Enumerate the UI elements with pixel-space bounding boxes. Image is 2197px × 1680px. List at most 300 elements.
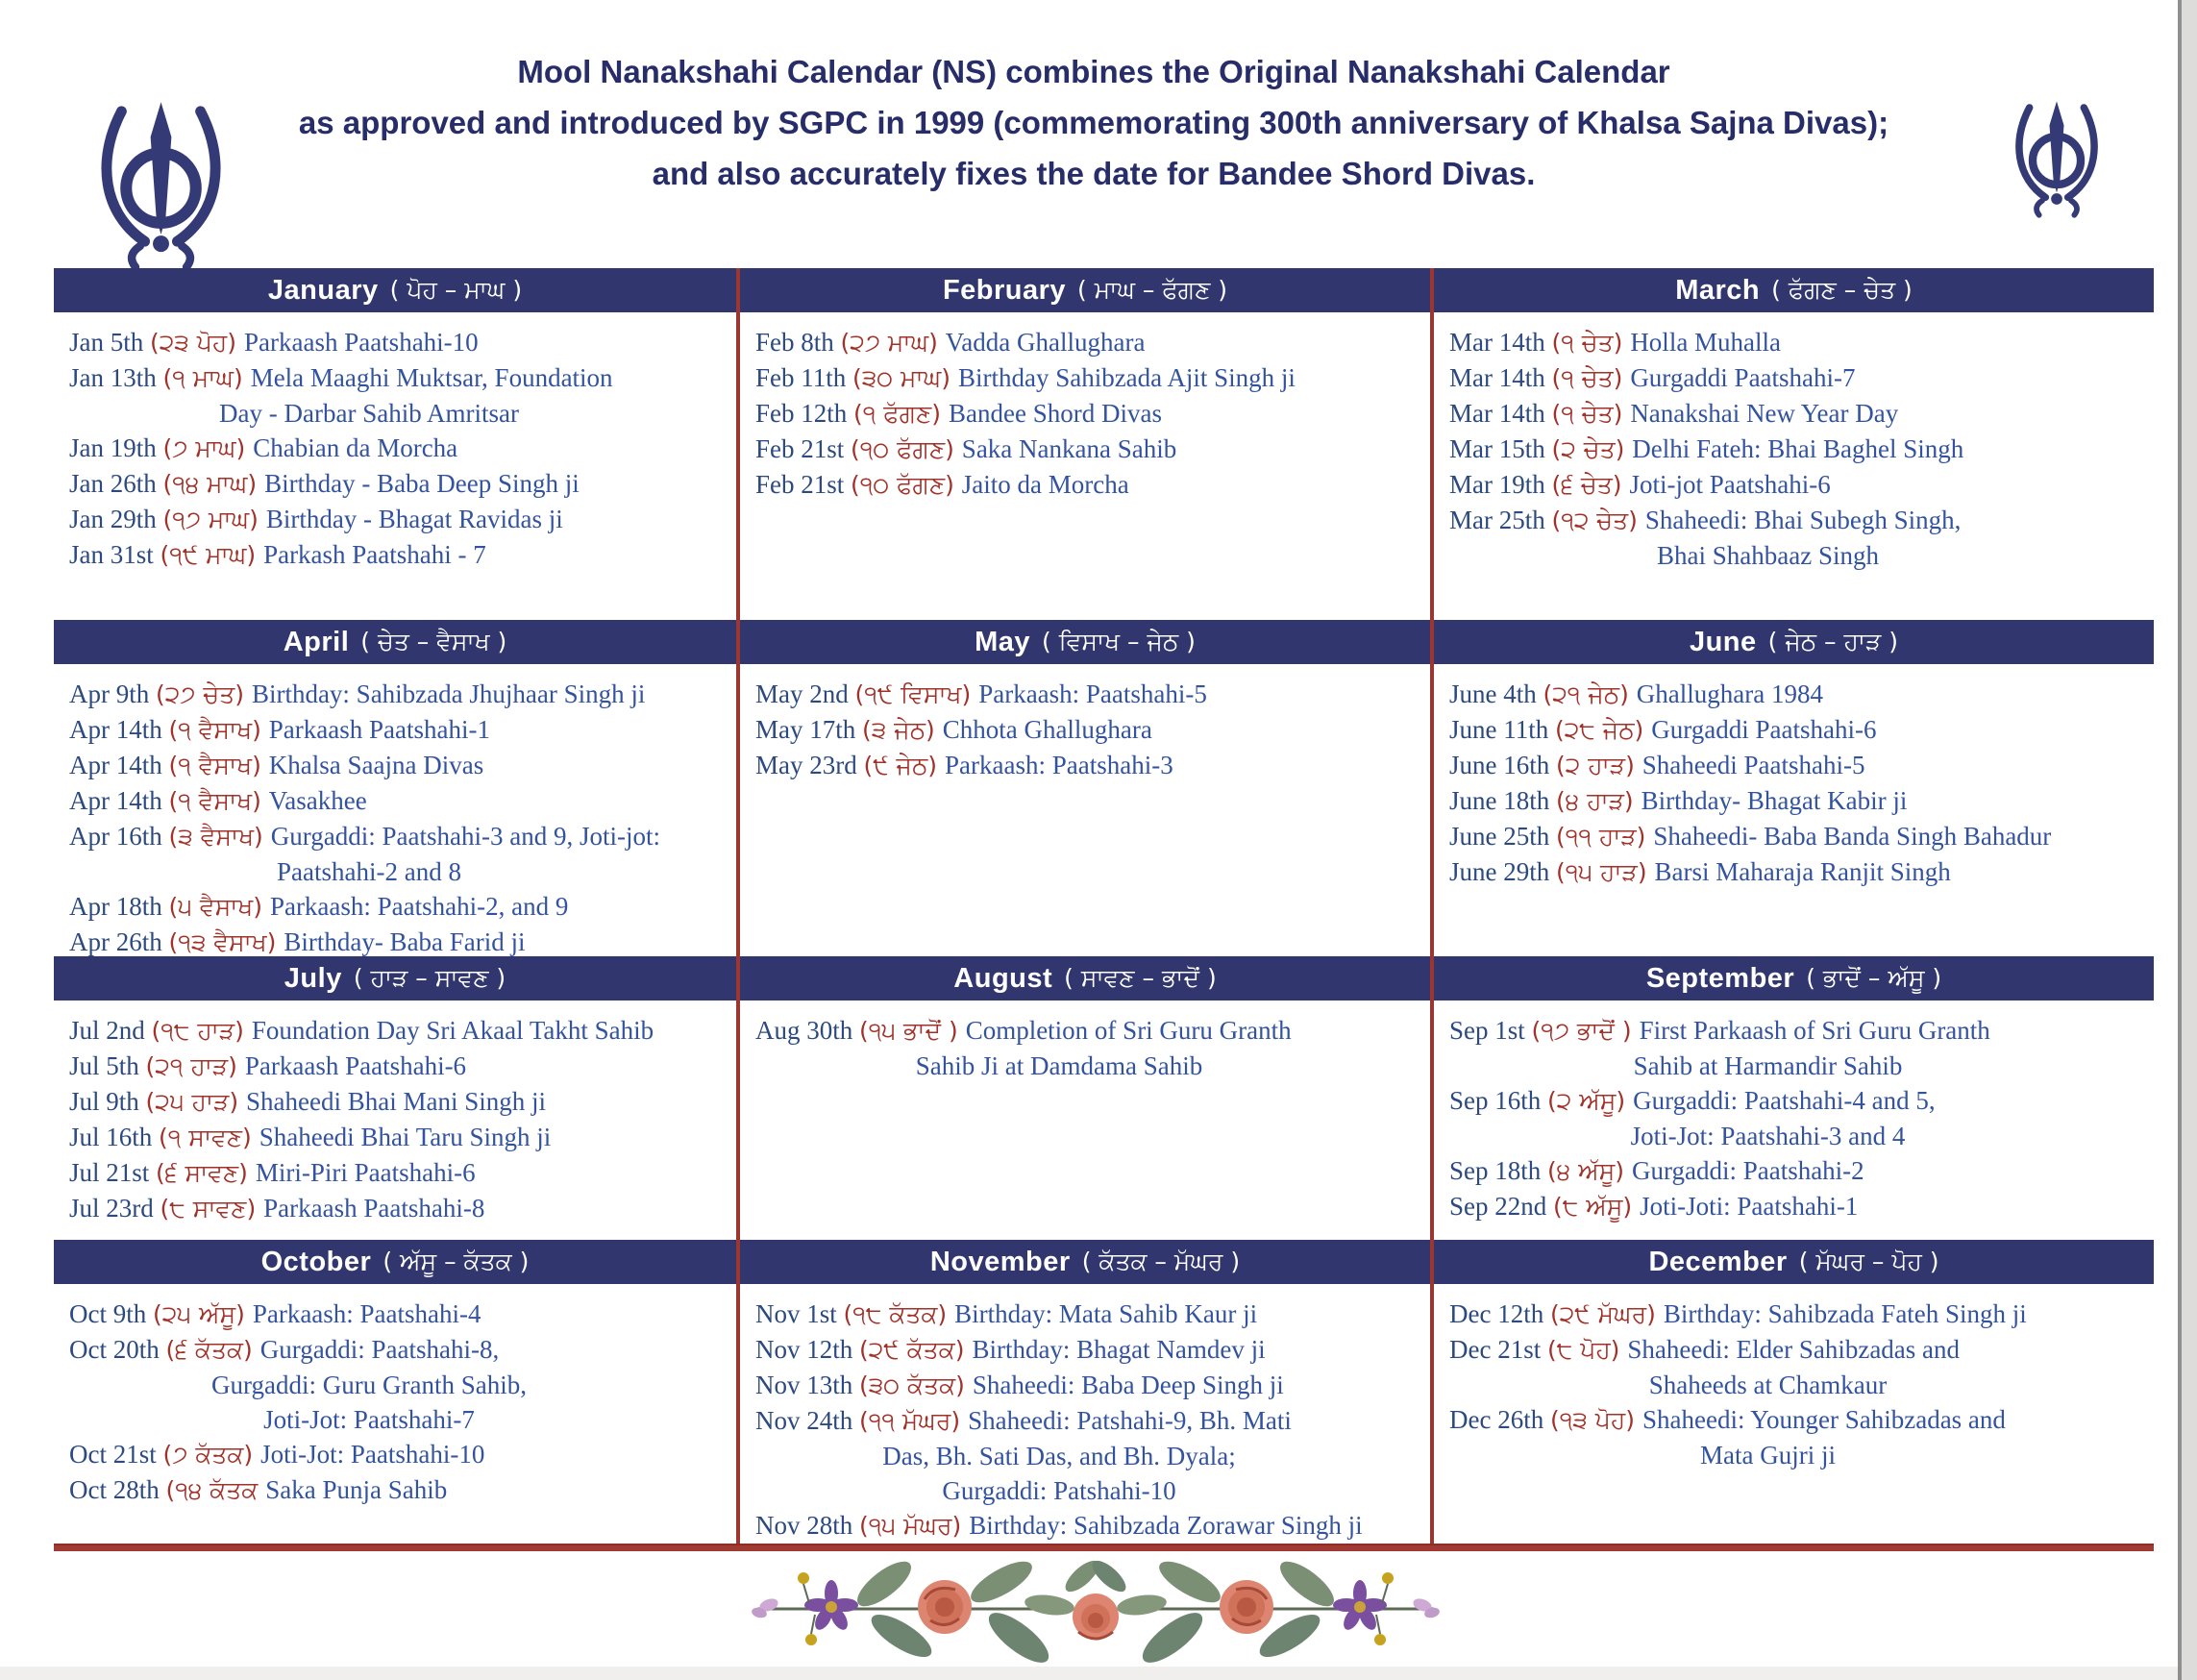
event-date: June 16th	[1449, 751, 1556, 779]
event-date: Jul 5th	[69, 1051, 146, 1080]
event-row	[1449, 677, 2144, 712]
month-header	[1434, 268, 2154, 312]
month-header	[1434, 620, 2154, 664]
event-text: Birthday- Bhagat Kabir ji	[1641, 786, 1908, 815]
event-text: Khalsa Saajna Divas	[268, 751, 484, 779]
khanda-icon	[2009, 93, 2105, 223]
month-range-gurmukhi: ( ਫੱਗਣ – ਚੇਤ )	[1771, 276, 1913, 304]
event-date: June 25th	[1449, 822, 1556, 851]
month-section-may	[740, 620, 1434, 956]
title-line-2: as approved and introduced by SGPC in 1999 (commemorating 300th anniversary of Khalsa Sajna Divas);	[298, 105, 1889, 140]
event-date: Sep 16th	[1449, 1086, 1548, 1115]
event-date: Apr 18th	[69, 892, 169, 921]
event-row	[69, 1155, 727, 1191]
month-header	[1434, 1240, 2154, 1284]
month-section-april	[54, 620, 740, 956]
month-header	[740, 1240, 1430, 1284]
month-range-gurmukhi: ( ਅੱਸੂ – ਕੱਤਕ )	[383, 1248, 530, 1275]
month-name: July	[284, 962, 342, 994]
event-row	[755, 467, 1420, 503]
month-events	[54, 1001, 736, 1226]
event-row	[69, 1332, 727, 1368]
event-date: Nov 24th	[755, 1406, 859, 1435]
event-gurmukhi-date: (੯ ਜੇਠ)	[863, 752, 946, 779]
month-events	[740, 312, 1430, 503]
event-gurmukhi-date: (੧੯ ਮਾਘ)	[160, 541, 264, 569]
month-events	[54, 312, 736, 573]
event-gurmukhi-date: (੧ ਫੱਗਣ)	[853, 400, 949, 428]
event-text: Birthday: Sahibzada Jhujhaar Singh ji	[251, 679, 646, 708]
event-row	[69, 1191, 727, 1226]
month-header	[54, 956, 736, 1001]
event-date: Mar 14th	[1449, 399, 1552, 428]
event-gurmukhi-date: (੬ ਸਾਵਣ)	[156, 1159, 256, 1187]
month-events	[54, 664, 736, 956]
event-gurmukhi-date: (੧੨ ਚੇਤ)	[1551, 506, 1645, 534]
event-date: Sep 18th	[1449, 1156, 1548, 1185]
event-row	[1449, 783, 2144, 819]
event-text: Birthday - Bhagat Ravidas ji	[265, 505, 563, 533]
event-text: Shaheedi- Baba Banda Singh Bahadur	[1653, 822, 2052, 851]
event-text: Gurgaddi: Paatshahi-2	[1631, 1156, 1864, 1185]
event-date: June 4th	[1449, 679, 1543, 708]
month-events	[1434, 664, 2154, 890]
event-row	[1449, 396, 2144, 432]
event-continuation: Bhai Shahbaaz Singh	[1657, 541, 1879, 570]
event-date: Jul 16th	[69, 1123, 160, 1151]
event-row	[69, 1084, 727, 1120]
event-text: Gurgaddi: Paatshahi-3 and 9, Joti-jot:	[270, 822, 660, 851]
event-text: Saka Punja Sahib	[265, 1475, 448, 1504]
event-text: Chhota Ghallughara	[942, 715, 1152, 744]
event-date: Mar 14th	[1449, 363, 1552, 392]
event-row	[69, 537, 727, 573]
event-text: Holla Muhalla	[1630, 328, 1782, 357]
event-text: Bandee Shord Divas	[949, 399, 1162, 428]
event-date: Oct 21st	[69, 1440, 163, 1469]
event-row	[69, 1013, 727, 1049]
event-date: Dec 21st	[1449, 1335, 1547, 1364]
event-row	[69, 1049, 727, 1084]
event-gurmukhi-date: (੧੫ ਭਾਦੋਂ )	[859, 1017, 966, 1045]
event-row	[1449, 1153, 2144, 1189]
event-text: Ghallughara 1984	[1636, 679, 1823, 708]
event-text: Birthday: Sahibzada Fateh Singh ji	[1663, 1299, 2027, 1328]
month-name: February	[942, 274, 1067, 306]
event-gurmukhi-date: (੧ ਵੈਸਾਖ)	[168, 787, 269, 815]
event-text: Parkaash: Paatshahi-5	[978, 679, 1207, 708]
event-row	[755, 1297, 1420, 1332]
event-date: Jul 2nd	[69, 1016, 152, 1045]
month-name: August	[953, 962, 1053, 994]
event-row	[1449, 1297, 2144, 1332]
month-section-february	[740, 268, 1434, 620]
month-range-gurmukhi: ( ਹਾੜ – ਸਾਵਣ )	[353, 964, 506, 992]
event-row	[1449, 1332, 2144, 1368]
event-date: Nov 13th	[755, 1371, 859, 1399]
event-gurmukhi-date: (੨੫ ਅੱਸੂ)	[153, 1300, 253, 1328]
event-date: Mar 15th	[1449, 434, 1552, 463]
page-title	[231, 46, 1957, 199]
event-gurmukhi-date: (੧ ਚੇਤ)	[1551, 400, 1631, 428]
event-text: Birthday- Baba Farid ji	[284, 927, 526, 956]
event-gurmukhi-date: (੨੭ ਮਾਘ)	[840, 329, 946, 357]
event-date: Feb 11th	[755, 363, 852, 392]
event-row	[1449, 360, 2144, 396]
event-text: Barsi Maharaja Ranjit Singh	[1654, 857, 1951, 886]
event-row	[69, 748, 727, 783]
event-gurmukhi-date: (੧੮ ਹਾੜ)	[151, 1017, 252, 1045]
event-gurmukhi-date: (੧੧ ਮੱਘਰ)	[859, 1407, 969, 1435]
event-continuation: Gurgaddi: Guru Granth Sahib,	[211, 1371, 527, 1399]
event-date: May 17th	[755, 715, 862, 744]
event-row	[69, 677, 727, 712]
month-name: November	[929, 1246, 1071, 1277]
month-name: April	[283, 626, 350, 657]
event-continuation: Gurgaddi: Patshahi-10	[942, 1476, 1176, 1505]
title-line-1: Mool Nanakshahi Calendar (NS) combines the Original Nanakshahi Calendar	[517, 54, 1670, 89]
month-range-gurmukhi: ( ਪੋਹ – ਮਾਘ )	[389, 276, 523, 304]
event-gurmukhi-date: (੧ ਮਾਘ)	[162, 364, 251, 392]
event-row	[69, 325, 727, 360]
event-gurmukhi-date: (੧ ਸਾਵਣ)	[159, 1124, 259, 1151]
event-text: Saka Nankana Sahib	[961, 434, 1177, 463]
event-gurmukhi-date: (੧ ਵੈਸਾਖ)	[168, 716, 269, 744]
event-text: Joti-Jot: Paatshahi-10	[260, 1440, 485, 1469]
month-events	[740, 664, 1430, 783]
event-text: Shaheedi: Younger Sahibzadas and	[1642, 1405, 2006, 1434]
event-row	[1449, 432, 2144, 467]
event-text: Birthday Sahibzada Ajit Singh ji	[957, 363, 1296, 392]
month-events	[1434, 312, 2154, 573]
event-row	[755, 748, 1420, 783]
event-row	[755, 677, 1420, 712]
event-row	[69, 1120, 727, 1155]
event-gurmukhi-date: (੭ ਮਾਘ)	[162, 434, 254, 462]
event-date: Jul 21st	[69, 1158, 157, 1187]
event-row	[69, 431, 727, 466]
event-text: Foundation Day Sri Akaal Takht Sahib	[251, 1016, 654, 1045]
event-date: Jan 31st	[69, 540, 160, 569]
event-text: Mela Maaghi Muktsar, Foundation	[250, 363, 613, 392]
event-continuation: Joti-Jot: Paatshahi-7	[263, 1405, 475, 1434]
month-header	[740, 268, 1430, 312]
month-header	[54, 1240, 736, 1284]
event-gurmukhi-date: (੨ ਚੇਤ)	[1551, 435, 1633, 463]
event-gurmukhi-date: (੨੯ ਮੱਘਰ)	[1549, 1300, 1664, 1328]
event-text: Shaheedi Paatshahi-5	[1642, 751, 1865, 779]
event-row	[1449, 748, 2144, 783]
event-row	[755, 1368, 1420, 1403]
month-range-gurmukhi: ( ਵਿਸਾਖ – ਜੇਠ )	[1042, 628, 1196, 655]
event-gurmukhi-date: (੪ ਅੱਸੂ)	[1547, 1157, 1632, 1185]
event-row	[1449, 1189, 2144, 1224]
event-gurmukhi-date: (੧੩ ਵੈਸਾਖ)	[168, 928, 284, 956]
month-header	[54, 620, 736, 664]
event-text: Nanakshai New Year Day	[1630, 399, 1899, 428]
event-gurmukhi-date: (੧੪ ਮਾਘ)	[162, 470, 265, 498]
event-text: First Parkaash of Sri Guru Granth	[1639, 1016, 1990, 1045]
event-continuation: Das, Bh. Sati Das, and Bh. Dyala;	[882, 1442, 1236, 1470]
event-gurmukhi-date: (੨੧ ਜੇਠ)	[1543, 680, 1637, 708]
month-name: January	[267, 274, 379, 306]
month-events	[740, 1001, 1430, 1083]
event-row	[69, 783, 727, 819]
event-text: Shaheedi: Elder Sahibzadas and	[1627, 1335, 1961, 1364]
event-date: June 11th	[1449, 715, 1555, 744]
event-gurmukhi-date: (੨੯ ਕੱਤਕ)	[859, 1336, 973, 1364]
event-row	[755, 1013, 1420, 1049]
month-range-gurmukhi: ( ਮੱਘਰ – ਪੋਹ )	[1798, 1248, 1939, 1275]
event-date: Oct 20th	[69, 1335, 166, 1364]
event-date: Dec 12th	[1449, 1299, 1550, 1328]
event-gurmukhi-date: (੧੮ ਕੱਤਕ)	[843, 1300, 955, 1328]
event-row	[1449, 1402, 2144, 1438]
event-row	[1449, 712, 2144, 748]
event-row	[69, 1297, 727, 1332]
event-gurmukhi-date: (੫ ਵੈਸਾਖ)	[168, 893, 270, 921]
event-gurmukhi-date: (੧੦ ਫੱਗਣ)	[851, 435, 962, 463]
event-row	[1449, 854, 2144, 890]
event-date: Feb 21st	[755, 470, 852, 499]
event-gurmukhi-date: (੨੭ ਚੇਤ)	[156, 680, 252, 708]
month-range-gurmukhi: ( ਕੱਤਕ – ਮੱਘਰ )	[1081, 1248, 1241, 1275]
event-date: Oct 9th	[69, 1299, 153, 1328]
event-gurmukhi-date: (੧ ਚੇਤ)	[1551, 364, 1631, 392]
event-date: Dec 26th	[1449, 1405, 1550, 1434]
event-date: June 18th	[1449, 786, 1556, 815]
event-gurmukhi-date: (੬ ਚੇਤ)	[1551, 471, 1630, 499]
month-range-gurmukhi: ( ਸਾਵਣ – ਭਾਦੋਂ )	[1064, 964, 1217, 992]
event-date: Aug 30th	[755, 1016, 859, 1045]
event-gurmukhi-date: (੧੧ ਹਾੜ)	[1556, 823, 1654, 851]
event-date: Nov 12th	[755, 1335, 859, 1364]
event-gurmukhi-date: (੨ ਅੱਸੂ)	[1547, 1087, 1634, 1115]
event-gurmukhi-date: (੧੭ ਭਾਦੋਂ )	[1531, 1017, 1640, 1045]
event-text: Delhi Fateh: Bhai Baghel Singh	[1632, 434, 1964, 463]
event-gurmukhi-date: (੩੦ ਮਾਘ)	[852, 364, 958, 392]
event-text: Completion of Sri Guru Granth	[965, 1016, 1292, 1045]
event-gurmukhi-date: (੧੪ ਕੱਤਕ	[165, 1476, 266, 1504]
event-text: Parkaash Paatshahi-10	[243, 328, 479, 357]
event-gurmukhi-date: (੩ ਜੇਠ)	[862, 716, 943, 744]
event-date: Oct 28th	[69, 1475, 166, 1504]
event-row	[1449, 467, 2144, 503]
event-date: Feb 8th	[755, 328, 841, 357]
event-date: Apr 14th	[69, 715, 169, 744]
event-date: Jan 29th	[69, 505, 163, 533]
event-text: Vadda Ghallughara	[945, 328, 1146, 357]
event-text: Joti-jot Paatshahi-6	[1629, 470, 1831, 499]
event-date: May 23rd	[755, 751, 864, 779]
event-text: Miri-Piri Paatshahi-6	[255, 1158, 476, 1187]
month-range-gurmukhi: ( ਭਾਦੋਂ – ਅੱਸੂ )	[1806, 964, 1942, 992]
month-section-october	[54, 1240, 740, 1549]
event-text: Birthday: Mata Sahib Kaur ji	[954, 1299, 1258, 1328]
event-row	[755, 360, 1420, 396]
event-continuation: Paatshahi-2 and 8	[277, 857, 461, 886]
event-date: Nov 28th	[755, 1511, 859, 1540]
event-text: Joti-Joti: Paatshahi-1	[1640, 1192, 1859, 1221]
event-date: Apr 9th	[69, 679, 156, 708]
event-date: Apr 14th	[69, 751, 169, 779]
event-date: May 2nd	[755, 679, 855, 708]
month-range-gurmukhi: ( ਜੇਠ – ਹਾੜ )	[1767, 628, 1899, 655]
month-events	[740, 1284, 1430, 1544]
event-text: Parkaash Paatshahi-8	[263, 1194, 485, 1223]
month-name: October	[260, 1246, 372, 1277]
event-gurmukhi-date: (੩੦ ਕੱਤਕ)	[859, 1371, 973, 1399]
event-gurmukhi-date: (੮ ਪੋਹ)	[1546, 1336, 1628, 1364]
event-date: Jan 5th	[69, 328, 150, 357]
event-row	[69, 502, 727, 537]
event-text: Gurgaddi: Paatshahi-4 and 5,	[1633, 1086, 1936, 1115]
khanda-icon	[91, 88, 231, 281]
event-date: Feb 21st	[755, 434, 852, 463]
month-section-january	[54, 268, 740, 620]
event-row	[1449, 819, 2144, 854]
event-gurmukhi-date: (੧੫ ਮੱਘਰ)	[859, 1512, 970, 1540]
event-row	[1449, 503, 2144, 538]
event-date: Nov 1st	[755, 1299, 844, 1328]
event-row	[755, 712, 1420, 748]
event-row	[1449, 1083, 2144, 1119]
event-row	[755, 396, 1420, 432]
month-section-november	[740, 1240, 1434, 1549]
event-text: Parkaash: Paatshahi-2, and 9	[269, 892, 569, 921]
event-continuation: Joti-Jot: Paatshahi-3 and 4	[1630, 1122, 1906, 1150]
event-gurmukhi-date: (੮ ਸਾਵਣ)	[160, 1195, 264, 1223]
event-continuation: Shaheeds at Chamkaur	[1648, 1371, 1888, 1399]
month-range-gurmukhi: ( ਚੇਤ – ਵੈਸਾਖ )	[360, 628, 507, 655]
month-header	[54, 268, 736, 312]
month-section-june	[1434, 620, 2154, 956]
month-name: May	[975, 626, 1030, 657]
event-gurmukhi-date: (੩ ਵੈਸਾਖ)	[168, 823, 271, 851]
month-name: June	[1689, 626, 1757, 657]
event-text: Birthday: Sahibzada Zorawar Singh ji	[969, 1511, 1363, 1540]
month-header	[740, 956, 1430, 1001]
event-text: Parkaash: Paatshahi-4	[252, 1299, 481, 1328]
event-gurmukhi-date: (੬ ਕੱਤਕ)	[165, 1336, 260, 1364]
event-date: Mar 25th	[1449, 506, 1552, 534]
event-text: Shaheedi: Baba Deep Singh ji	[972, 1371, 1284, 1399]
event-gurmukhi-date: (੨੧ ਹਾੜ)	[145, 1052, 245, 1080]
month-section-july	[54, 956, 740, 1240]
floral-ornament	[740, 1549, 1451, 1674]
event-text: Shaheedi: Patshahi-9, Bh. Mati	[968, 1406, 1292, 1435]
event-date: Mar 19th	[1449, 470, 1552, 499]
event-row	[69, 889, 727, 925]
month-section-march	[1434, 268, 2154, 620]
event-row	[69, 466, 727, 502]
event-text: Birthday - Baba Deep Singh ji	[264, 469, 580, 498]
month-header	[1434, 956, 2154, 1001]
event-row	[69, 1437, 727, 1472]
event-gurmukhi-date: (੮ ਅੱਸੂ)	[1553, 1193, 1641, 1221]
month-range-gurmukhi: ( ਮਾਘ – ਫੱਗਣ )	[1077, 276, 1228, 304]
event-row	[69, 1472, 727, 1508]
event-text: Parkaash Paatshahi-1	[268, 715, 490, 744]
month-events	[1434, 1284, 2154, 1472]
event-gurmukhi-date: (੨੮ ਜੇਠ)	[1555, 716, 1652, 744]
event-gurmukhi-date: (੧੭ ਮਾਘ)	[162, 506, 266, 533]
month-section-september	[1434, 956, 2154, 1240]
event-row	[69, 819, 727, 854]
event-row	[755, 432, 1420, 467]
event-row	[755, 1332, 1420, 1368]
event-date: Mar 14th	[1449, 328, 1552, 357]
month-events	[1434, 1001, 2154, 1224]
event-row	[755, 325, 1420, 360]
event-gurmukhi-date: (੧੯ ਵਿਸਾਖ)	[854, 680, 979, 708]
event-date: Jul 23rd	[69, 1194, 160, 1223]
event-continuation: Sahib at Harmandir Sahib	[1633, 1051, 1903, 1080]
event-row	[69, 925, 727, 956]
event-date: Apr 16th	[69, 822, 169, 851]
calendar-grid	[54, 268, 2154, 1549]
month-events	[54, 1284, 736, 1508]
event-row	[1449, 1013, 2144, 1049]
title-line-3: and also accurately fixes the date for Bandee Shord Divas.	[652, 156, 1536, 191]
month-header	[740, 620, 1430, 664]
event-text: Shaheedi: Bhai Subegh Singh,	[1644, 506, 1962, 534]
event-text: Parkash Paatshahi - 7	[263, 540, 486, 569]
event-gurmukhi-date: (੧੫ ਹਾੜ)	[1556, 858, 1655, 886]
event-date: Sep 1st	[1449, 1016, 1532, 1045]
event-gurmukhi-date: (੪ ਹਾੜ)	[1556, 787, 1642, 815]
event-continuation: Mata Gujri ji	[1700, 1441, 1836, 1470]
event-date: Jan 19th	[69, 433, 163, 462]
event-text: Gurgaddi Paatshahi-7	[1630, 363, 1856, 392]
event-date: Sep 22nd	[1449, 1192, 1553, 1221]
page-bottom-edge	[0, 1667, 2197, 1680]
month-name: March	[1675, 274, 1761, 306]
month-name: September	[1645, 962, 1795, 994]
event-gurmukhi-date: (੨ ਹਾੜ)	[1556, 752, 1642, 779]
event-date: Jul 9th	[69, 1087, 146, 1116]
event-date: Apr 26th	[69, 927, 169, 956]
scrollbar[interactable]	[2178, 0, 2197, 1680]
event-text: Gurgaddi Paatshahi-6	[1651, 715, 1877, 744]
event-text: Gurgaddi: Paatshahi-8,	[259, 1335, 500, 1364]
month-section-august	[740, 956, 1434, 1240]
event-gurmukhi-date: (੧੦ ਫੱਗਣ)	[851, 471, 962, 499]
event-date: Jan 26th	[69, 469, 163, 498]
event-date: June 29th	[1449, 857, 1556, 886]
event-text: Chabian da Morcha	[253, 433, 458, 462]
event-row	[755, 1403, 1420, 1439]
event-date: Jan 13th	[69, 363, 163, 392]
event-text: Shaheedi Bhai Taru Singh ji	[259, 1123, 552, 1151]
event-row	[1449, 325, 2144, 360]
event-text: Parkaash Paatshahi-6	[244, 1051, 467, 1080]
event-date: Apr 14th	[69, 786, 169, 815]
event-text: Parkaash: Paatshahi-3	[945, 751, 1173, 779]
event-text: Vasakhee	[268, 786, 367, 815]
event-gurmukhi-date: (੧ ਵੈਸਾਖ)	[168, 752, 269, 779]
month-section-december	[1434, 1240, 2154, 1549]
event-text: Birthday: Bhagat Namdev ji	[972, 1335, 1266, 1364]
event-row	[69, 712, 727, 748]
event-gurmukhi-date: (੨੫ ਹਾੜ)	[145, 1088, 247, 1116]
event-gurmukhi-date: (੭ ਕੱਤਕ)	[162, 1441, 261, 1469]
event-text: Jaito da Morcha	[961, 470, 1129, 499]
month-name: December	[1648, 1246, 1788, 1277]
event-gurmukhi-date: (੨੩ ਪੋਹ)	[150, 329, 244, 357]
event-continuation: Day - Darbar Sahib Amritsar	[219, 399, 519, 428]
event-continuation: Sahib Ji at Damdama Sahib	[915, 1051, 1203, 1080]
